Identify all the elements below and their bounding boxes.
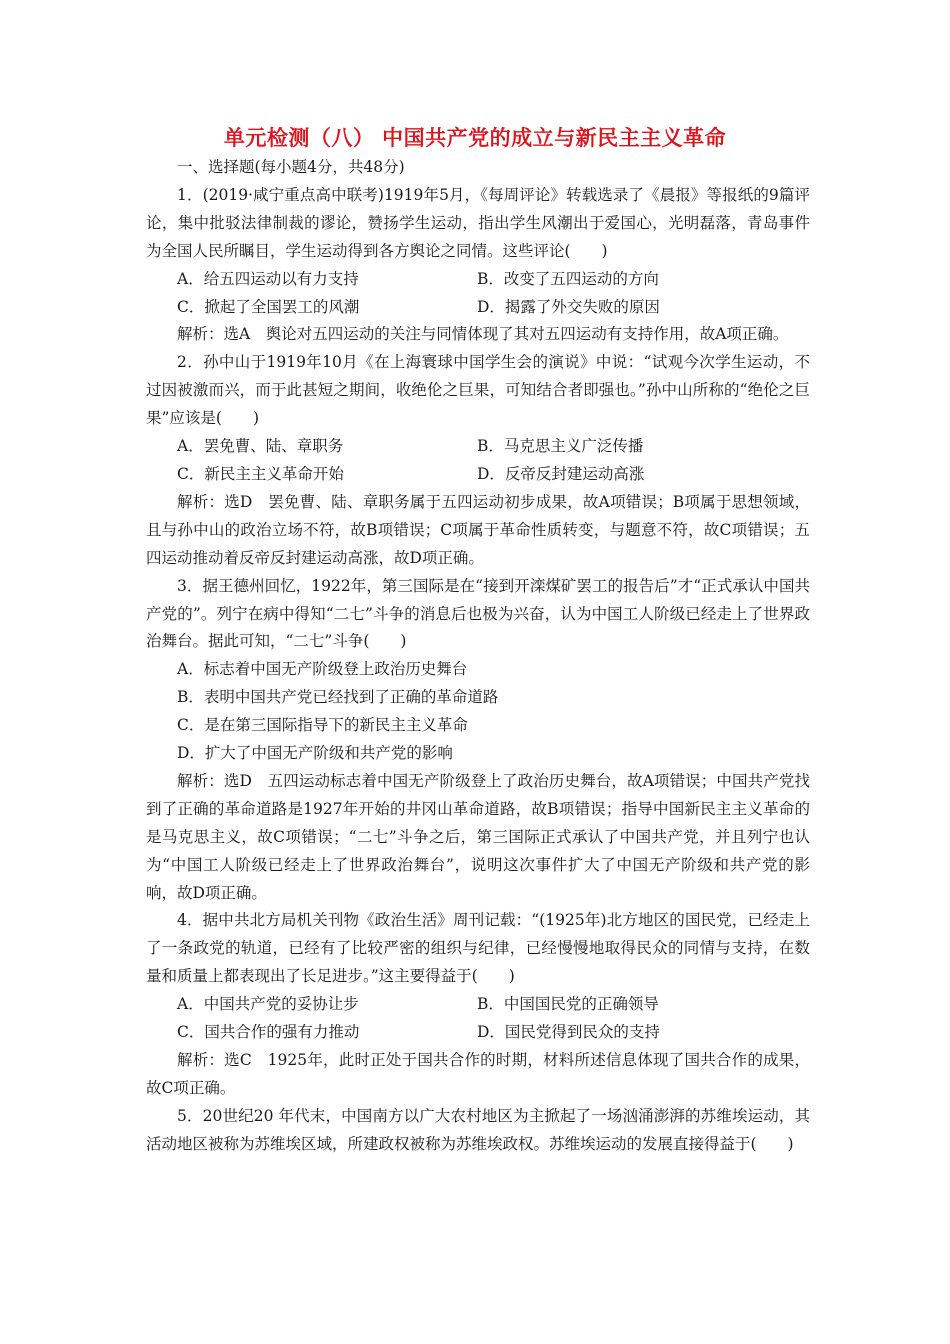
question-2-option-a: A．罢免曹、陆、章职务: [177, 437, 344, 456]
question-4-analysis: 解析：选C 1925年，此时正处于国共合作的时期，材料所述信息体现了国共合作的成果，故C项正确。: [146, 1051, 810, 1097]
question-2-option-d: D．反帝反封建运动高涨: [477, 464, 645, 483]
question-5-stem: 5．20世纪20 年代末，中国南方以广大农村地区为主掀起了一场汹涌澎湃的苏维埃运动，其活动地区被称为苏维埃区域，所建政权被称为苏维埃政权。苏维埃运动的发展直接得益于( ): [146, 1106, 810, 1153]
question-4-options-row-2: [146, 1019, 810, 1047]
document-body: [146, 154, 810, 1159]
question-4-option-c: C．国共合作的强有力推动: [177, 1023, 360, 1042]
question-4-option-d: D．国民党得到民众的支持: [477, 1023, 660, 1042]
question-3-option-a: A．标志着中国无产阶级登上政治历史舞台: [177, 660, 468, 679]
question-2-option-c: C．新民主主义革命开始: [177, 464, 344, 483]
question-1-option-d: D．揭露了外交失败的原因: [477, 297, 660, 316]
question-1-option-b: B．改变了五四运动的方向: [477, 269, 659, 288]
question-1-option-c: C．掀起了全国罢工的风潮: [177, 297, 360, 316]
question-4-option-a: A．中国共产党的妥协让步: [177, 995, 359, 1014]
question-4-stem: 4．据中共北方局机关刊物《政治生活》周刊记载：“(1925年)北方地区的国民党，已经走上了一条政党的轨道，已经有了比较严密的组织与纪律，已经慢慢地取得民众的同情与支持，在数量和质量上都表现出了长足进步。”这主要得益于( ): [146, 911, 810, 986]
question-3-stem: 3．据王德州回忆，1922年，第三国际是在“接到开滦煤矿罢工的报告后”才“正式承认中国共产党的”。列宁在病中得知“二七”斗争的消息后也极为兴奋，认为中国工人阶级已经走上了世界政治舞台。据此可知，“二七”斗争( ): [146, 576, 810, 651]
question-3-option-c: C．是在第三国际指导下的新民主主义革命: [177, 716, 468, 735]
question-3-option-d: D．扩大了中国无产阶级和共产党的影响: [177, 744, 453, 763]
question-1-options-row-2: [146, 294, 810, 322]
question-4-option-b: B．中国国民党的正确领导: [477, 995, 659, 1014]
question-2-option-b: B．马克思主义广泛传播: [477, 437, 644, 456]
question-4-options-row-1: [146, 991, 810, 1019]
question-1-options-row-1: [146, 266, 810, 294]
question-1-analysis: 解析：选A 舆论对五四运动的关注与同情体现了其对五四运动有支持作用，故A项正确。: [177, 325, 789, 344]
question-2-analysis: 解析：选D 罢免曹、陆、章职务属于五四运动初步成果，故A项错误；B项属于思想领域，且与孙中山的政治立场不符，故B项错误；C项属于革命性质转变，与题意不符，故C项错误；五四运动推动着反帝反封建运动高涨，故D项正确。: [146, 492, 810, 567]
question-2-stem: 2．孙中山于1919年10月《在上海寰球中国学生会的演说》中说：“试观今次学生运动，不过因被激而兴，而于此甚短之期间，收绝伦之巨果，可知结合者即强也。”孙中山所称的“绝伦之巨果”应该是( ): [146, 353, 810, 428]
question-2-options-row-1: [146, 433, 810, 461]
page-title: 单元检测（八） 中国共产党的成立与新民主主义革命: [223, 126, 727, 150]
question-1-stem: 1．(2019·咸宁重点高中联考)1919年5月，《每周评论》转载选录了《晨报》等报纸的9篇评论，集中批驳法律制裁的谬论，赞扬学生运动，指出学生风潮出于爱国心，光明磊落，青岛事件为全国人民所瞩目，学生运动得到各方舆论之同情。这些评论( ): [146, 185, 810, 260]
question-1-option-a: A．给五四运动以有力支持: [177, 269, 359, 288]
question-3-analysis: 解析：选D 五四运动标志着中国无产阶级登上了政治历史舞台，故A项错误；中国共产党找到了正确的革命道路是1927年开始的井冈山革命道路，故B项错误；指导中国新民主主义革命的是马克思主义，故C项错误；“二七”斗争之后，第三国际正式承认了中国共产党，并且列宁也认为“中国工人阶级已经走上了世界政治舞台”，说明这次事件扩大了中国无产阶级和共产党的影响，故D项正确。: [146, 771, 810, 902]
question-2-options-row-2: [146, 461, 810, 489]
question-3-option-b: B．表明中国共产党已经找到了正确的革命道路: [177, 688, 499, 707]
section-heading: 一、选择题(每小题4分，共48分): [177, 158, 405, 176]
